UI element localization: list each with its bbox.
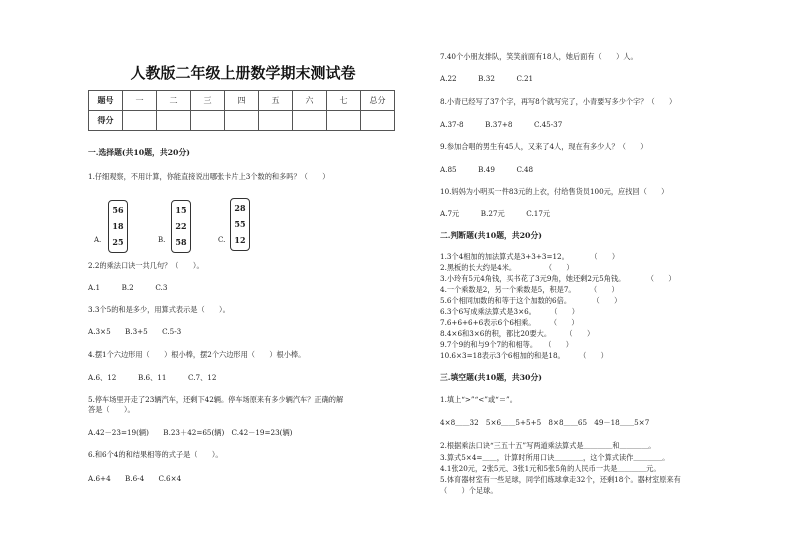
judge-item: 8.4×6和3×6的积，都比20要大。 （ ） [440,329,595,338]
judge-item: 1.3个4相加的加法算式是3+3+3=12。 （ ） [440,252,620,261]
score-header-cell: 六 [293,91,327,111]
card-number: 22 [175,221,187,231]
question-5-line1: 5.停车场里开走了23辆汽车，还剩下42辆。停车场原来有多少辆汽车？正确的解 [88,395,344,404]
score-cell[interactable] [191,111,225,131]
judge-item: 6.3个6写成乘法算式是3×6。 （ ） [440,307,579,316]
question-8: 8.小青已经写了37个字，再写8个就写完了，小青要写多少个字？（ ） [440,97,677,106]
question-7: 7.40个小朋友排队，笑笑前面有18人，她后面有（ ）人。 [440,52,638,61]
score-cell[interactable] [259,111,293,131]
question-2-options: A.1 B.2 C.3 [88,283,168,292]
score-cell[interactable] [225,111,259,131]
card-number: 28 [234,203,246,213]
score-table-score-row [89,111,395,131]
judge-item: 3.小玲有5元4角钱，买书花了3元9角，她还剩2元5角钱。 （ ） [440,274,676,283]
score-row-label: 得分 [89,111,123,131]
card-c-label: C. [218,236,226,244]
question-5-line2: 答是（ ）。 [88,405,135,414]
question-2: 2.2的乘法口诀一共几句？（ ）。 [88,261,204,270]
fill-question-2: 2.根据乘法口诀“三五十五”写两道乘法算式是＿＿＿＿和＿＿＿＿。 [440,441,656,450]
score-header-cell: 一 [123,91,157,111]
card-number: 18 [112,221,124,231]
number-card-b[interactable] [171,200,191,253]
card-number: 25 [112,237,124,247]
question-6-options: A.6+4 B.6-4 C.6×4 [88,474,182,483]
judge-item: 2.黑板的长大约是4米。 （ ） [440,263,574,272]
question-1: 1.仔细观察，不用计算，你能直接说出哪张卡片上3个数的和多吗？（ ） [88,172,330,181]
card-number: 55 [234,219,246,229]
fill-question-5-line1: 5.体育器材室有一些足球，同学们练球拿走32个，还剩18个。器材室原来有 [440,475,681,484]
fill-question-4: 4.1张20元，2张5元、3张1元和5张5角的人民币一共是＿＿＿＿元。 [440,464,661,473]
card-b-label: B. [158,236,166,244]
question-10: 10.妈妈为小明买一件83元的上衣，付给售货员100元，应找回（ ） [440,187,669,196]
question-5-options: A.42－23=19(辆) B.23＋42=65(辆) C.42－19=23(辆) [88,428,293,437]
score-table [88,90,395,131]
judge-item: 4.一个乘数是2，另一个乘数是5，积是7。 （ ） [440,285,619,294]
score-header-cell: 三 [191,91,225,111]
score-header-cell: 七 [327,91,361,111]
judge-item: 7.6+6+6+6表示6个6相乘。 （ ） [440,318,579,327]
score-header-cell: 五 [259,91,293,111]
question-8-options: A.37-8 B.37+8 C.45-37 [440,120,563,129]
judge-item: 9.7个9的和与9个7的和相等。 （ ） [440,340,573,349]
card-a-label: A. [94,236,102,244]
card-number: 56 [112,205,124,215]
number-card-c[interactable] [230,198,250,251]
section2-heading: 二.判断题(共10题，共20分) [440,231,542,240]
score-cell[interactable] [293,111,327,131]
section3-heading: 三.填空题(共10题，共30分) [440,373,542,382]
question-9-options: A.85 B.49 C.48 [440,165,534,174]
card-number: 58 [175,237,187,247]
question-4: 4.摆1个六边形用（ ）根小棒，摆2个六边形用（ ）根小棒。 [88,350,306,359]
card-number: 15 [175,205,187,215]
fill-question-3: 3.算式5×4=＿＿，计算时所用口诀＿＿＿＿，这个算式读作＿＿＿＿。 [440,453,670,462]
score-header-cell: 题号 [89,91,123,111]
card-number: 12 [234,235,246,245]
question-3: 3.3个5的和是多少，用算式表示是（ ）。 [88,305,230,314]
score-header-cell: 四 [225,91,259,111]
question-7-options: A.22 B.32 C.21 [440,74,534,83]
question-9: 9.参加合唱的男生有45人，又来了4人，现在有多少人？（ ） [440,142,648,151]
score-cell[interactable] [361,111,395,131]
score-header-cell: 总分 [361,91,395,111]
judge-item: 10.6×3=18表示3个6相加的和是18。 （ ） [440,351,608,360]
page-title: 人教版二年级上册数学期末测试卷 [130,64,356,82]
judge-item: 5.6个相同加数的和等于这个加数的6倍。 （ ） [440,296,622,305]
question-6: 6.和6个4的和结果相等的式子是（ ）。 [88,450,223,459]
question-10-options: A.7元 B.27元 C.17元 [440,209,551,218]
score-header-cell: 二 [157,91,191,111]
section1-heading: 一.选择题(共10题，共20分) [88,148,190,157]
question-4-options: A.6、12 B.6、11 C.7、12 [88,373,217,382]
fill-question-1-row: 4×8＿＿32 5×6＿＿5+5+5 8×8＿＿65 49－18＿＿5×7 [440,418,650,427]
score-cell[interactable] [123,111,157,131]
fill-question-1: 1.填上“>”“<”或“＝”。 [440,395,517,404]
number-card-a[interactable] [108,200,128,253]
score-cell[interactable] [157,111,191,131]
fill-question-5-line2: （ ）个足球。 [440,486,498,495]
question-3-options: A.3×5 B.3+5 C.5-3 [88,327,182,336]
score-table-header-row [89,91,395,111]
score-cell[interactable] [327,111,361,131]
